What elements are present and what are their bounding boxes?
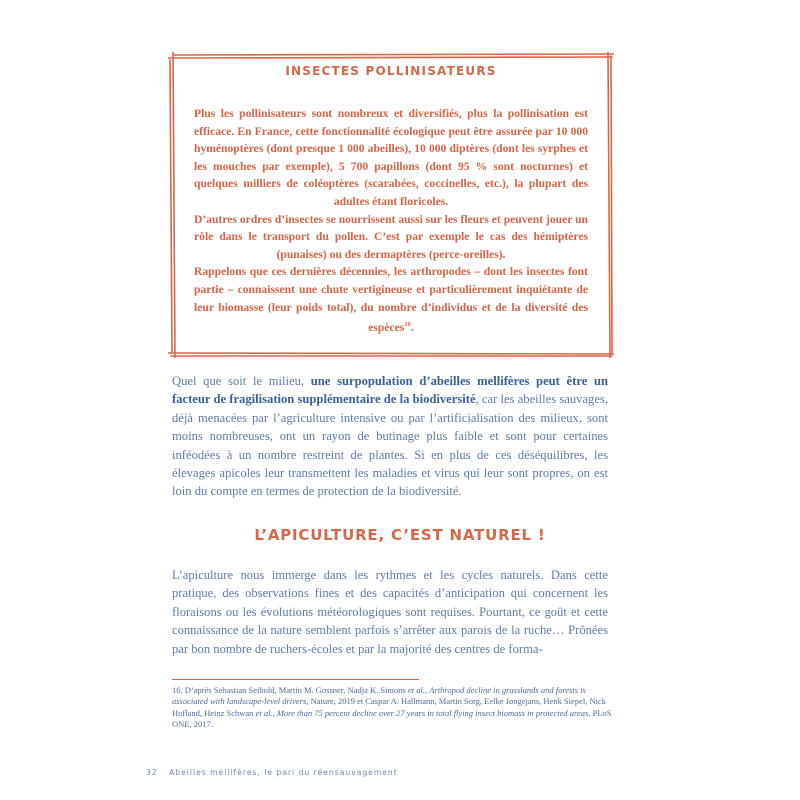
box-paragraph-end: . bbox=[410, 321, 414, 335]
footnote-sep-1: , bbox=[424, 685, 430, 695]
footnote bbox=[172, 685, 612, 731]
paragraph-start: Quel que soit le milieu, bbox=[172, 374, 311, 388]
paragraph-text bbox=[172, 372, 608, 501]
footnote-title-1: Arthropod decline in grasslands and forests is associated with landscape-level drivers bbox=[172, 685, 586, 707]
box-paragraph: Plus les pollinisateurs sont nombreux et diversifiés, plus la pollinisation est efficace. En France, cette fonctionnalité écologique peut être assurée par 10 000 hyménoptères (dont presque 1 000 abeilles), 10 000 diptères (dont les syrphes et les mouches par exemple), 5 700 papillons (dont 95 % sont nocturnes) et quelques milliers de coléoptères (scarabées, coccinelles, etc.), la plupart des adultes étant floricoles. bbox=[194, 107, 588, 208]
box-title: INSECTES POLLINISATEURS bbox=[285, 64, 497, 78]
box-paragraph bbox=[194, 263, 588, 336]
box-text bbox=[194, 105, 588, 337]
footnote-etal-2: et al. bbox=[255, 707, 273, 718]
section-heading: L’APICULTURE, C’EST NATUREL ! bbox=[254, 526, 546, 544]
paragraph-text: L’apiculture nous immerge dans les rythmes et les cycles naturels. Dans cette pratique, des observations fines et des capacités d’anticipation qui concernent les floraisons ou les évolutions météorologiques sont requises. Pourtant, ce goût et cette connaissance de la nature semblent parfois s’arrêter aux parois de la ruche… Prônées par bon nombre de ruchers-écoles et par la majorité des centres de forma- bbox=[172, 568, 608, 656]
footnote-title-2: More than 75 percent decline over 27 years in total flying insect biomass in protected areas bbox=[276, 707, 589, 718]
box-paragraph: D’autres ordres d’insectes se nourrissent aussi sur les fleurs et peuvent jouer un rôle dans le transport du pollen. C’est par exemple le cas des hémiptères (punaises) ou des dermaptères (perce-oreilles). bbox=[194, 212, 588, 261]
footnote-number: 16. bbox=[172, 685, 183, 695]
footnote-authors-1: D’après Sebastian Seibold, Martin M. Gossner, Nadja K. Simons bbox=[182, 685, 408, 695]
footnote-divider bbox=[172, 679, 419, 680]
body-paragraph-apiculture bbox=[172, 566, 608, 658]
box-paragraph-text: Rappelons que ces dernières décennies, les arthropodes – dont les insectes font partie – connaissent une chute vertigineuse et particulièrement inquiétante de leur biomasse (leur poids total), du nombre d’individus et de la diversité des espèces bbox=[194, 265, 588, 335]
footnote-source-2: , PLoS ONE, 2017. bbox=[172, 707, 612, 730]
insect-pollinators-box bbox=[168, 52, 614, 358]
page-footer bbox=[146, 768, 398, 777]
paragraph-emphasis: une surpopulation d’abeilles mellifères peut être un facteur de fragilisation supplémentaire de la biodiversité bbox=[172, 374, 608, 407]
footnote-authors-2: , Nature, 2019 et Caspar A. Hallmann, Martin Sorg, Eelke Jongejans, Henk Siepel, Nick Hofland, Heinz Schwan bbox=[172, 696, 606, 718]
footnote-text bbox=[172, 685, 612, 731]
paragraph-rest: , car les abeilles sauvages, déjà menacées par l’agriculture intensive ou par l’artificialisation des milieux, sont moins nombreuses, ont un rayon de butinage plus faible et sont pour certaines inféodées à un nombre restreint de plantes. Si en plus de ces déséquilibres, les élevages apicoles leur transmettent les maladies et virus qui leur sont propres, on est loin du compte en termes de protection de la biodiversité. bbox=[172, 392, 608, 499]
body-paragraph-biodiversity bbox=[172, 372, 608, 501]
footnote-sep-2: , bbox=[272, 707, 277, 718]
footnote-reference: 16 bbox=[404, 321, 411, 329]
footnote-etal-1: et al. bbox=[407, 685, 425, 695]
running-title: Abeilles mellifères, le pari du réensauvagement bbox=[169, 768, 398, 777]
page-number: 32 bbox=[146, 768, 158, 777]
